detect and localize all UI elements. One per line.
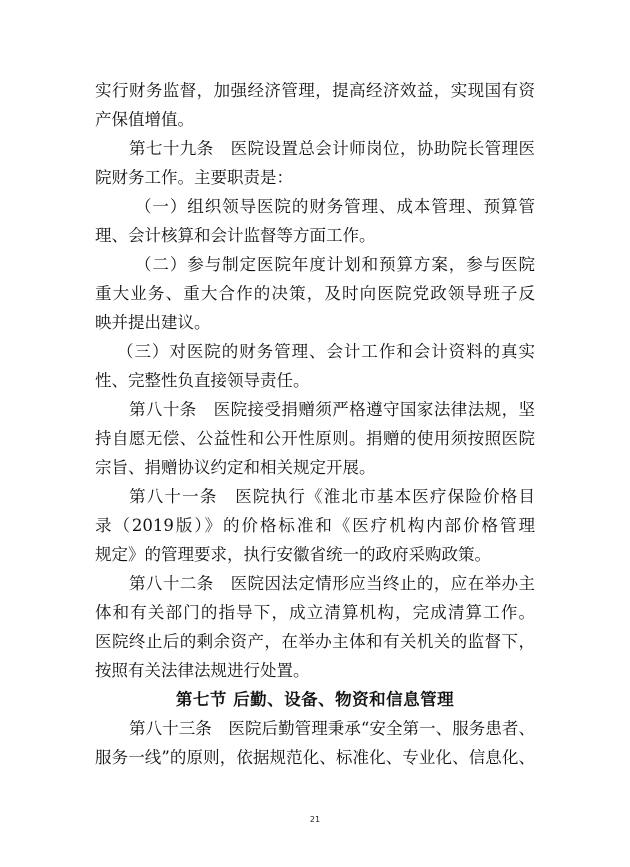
article-80-line: 第八十条 医院接受捐赠须严格遵守国家法律法规，坚 (129, 400, 535, 419)
paragraph-line: 产保值增值。 (95, 110, 194, 129)
item-1-line: 理、会计核算和会计监督等方面工作。 (95, 226, 376, 245)
item-3-line: （三）对医院的财务管理、会计工作和会计资料的真实 (117, 342, 535, 361)
article-79-line: 院财务工作。主要职责是： (95, 168, 293, 187)
item-1-line: （一）组织领导医院的财务管理、成本管理、预算管 (135, 197, 535, 216)
item-2-line: 映并提出建议。 (95, 313, 211, 332)
article-82-line: 体和有关部门的指导下，成立清算机构，完成清算工作。 (95, 603, 535, 622)
article-81-line: 录（2019版）》的价格标准和《医疗机构内部价格管理 (95, 516, 535, 535)
item-2-line: 重大业务、重大合作的决策，及时向医院党政领导班子反 (95, 284, 535, 303)
article-80-line: 宗旨、捐赠协议约定和相关规定开展。 (95, 458, 376, 477)
page-content (95, 76, 535, 772)
page-number: 21 (309, 815, 321, 824)
article-81-line: 规定》的管理要求，执行安徽省统一的政府采购政策。 (95, 545, 491, 564)
article-79-line: 第七十九条 医院设置总会计师岗位，协助院长管理医 (129, 139, 535, 158)
article-80-line: 持自愿无偿、公益性和公开性原则。捐赠的使用须按照医院 (95, 429, 535, 448)
section-heading: 第七节 后勤、设备、物资和信息管理 (175, 690, 455, 709)
article-82-line: 按照有关法律法规进行处置。 (95, 661, 310, 680)
article-81-line: 第八十一条 医院执行《淮北市基本医疗保险价格目 (129, 487, 535, 506)
paragraph-line: 实行财务监督，加强经济管理，提高经济效益，实现国有资 (95, 81, 535, 100)
item-2-line: （二）参与制定医院年度计划和预算方案，参与医院 (135, 255, 535, 274)
item-3-line: 性、完整性负直接领导责任。 (95, 371, 310, 390)
article-83-line: 第八十三条 医院后勤管理秉承“安全第一、服务患者、 (129, 719, 535, 738)
article-82-line: 医院终止后的剩余资产，在举办主体和有关机关的监督下， (95, 632, 535, 651)
article-83-line: 服务一线”的原则，依据规范化、标准化、专业化、信息化、 (95, 748, 535, 767)
article-82-line: 第八十二条 医院因法定情形应当终止的，应在举办主 (129, 574, 535, 593)
